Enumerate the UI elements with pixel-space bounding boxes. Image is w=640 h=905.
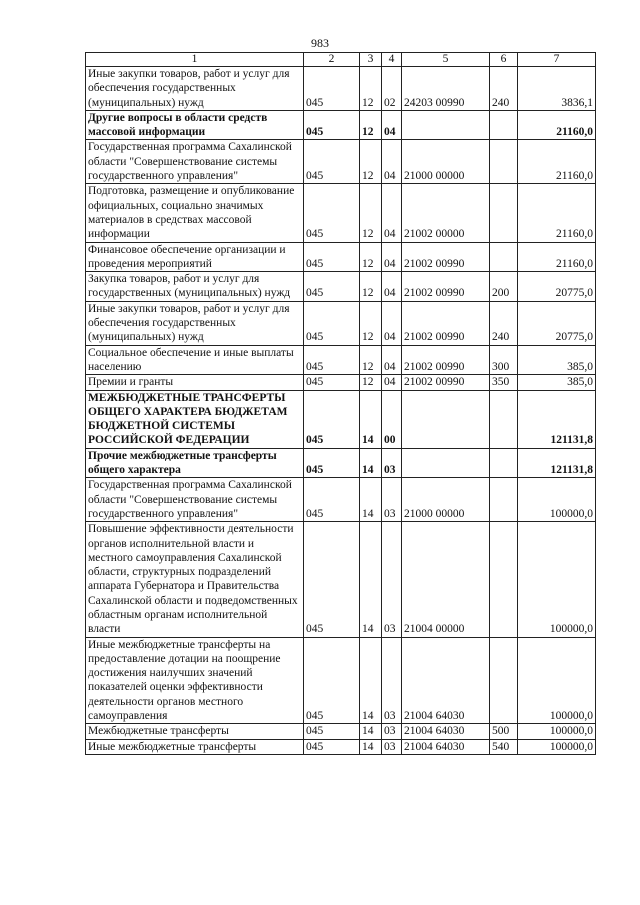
- row-target-code: 21000 00000: [402, 478, 490, 522]
- row-target-code: 21004 64030: [402, 724, 490, 739]
- table-row: [86, 242, 596, 272]
- table-row: [86, 478, 596, 522]
- row-ved-code: 045: [304, 390, 360, 448]
- row-subsection-code: 03: [382, 739, 402, 754]
- table-row: [86, 739, 596, 754]
- table-row: [86, 375, 596, 390]
- row-expense-type: 200: [490, 272, 518, 302]
- row-target-code: 21002 00990: [402, 375, 490, 390]
- row-expense-type: 500: [490, 724, 518, 739]
- row-ved-code: 045: [304, 242, 360, 272]
- row-section-code: 12: [360, 301, 382, 345]
- row-name: Закупка товаров, работ и услуг для государственных (муниципальных) нужд: [86, 272, 304, 302]
- table-row: [86, 390, 596, 448]
- row-section-code: 14: [360, 478, 382, 522]
- table-body: [86, 67, 596, 755]
- row-expense-type: 540: [490, 739, 518, 754]
- row-name: Государственная программа Сахалинской области "Совершенствование системы государственного управления": [86, 478, 304, 522]
- row-amount: 21160,0: [518, 110, 596, 140]
- row-section-code: 12: [360, 67, 382, 111]
- row-ved-code: 045: [304, 478, 360, 522]
- row-ved-code: 045: [304, 375, 360, 390]
- row-amount: 100000,0: [518, 739, 596, 754]
- column-header: 7: [518, 53, 596, 67]
- table-row: [86, 724, 596, 739]
- row-ved-code: 045: [304, 140, 360, 184]
- page-number: 983: [311, 36, 329, 50]
- row-section-code: 12: [360, 140, 382, 184]
- row-name: Иные закупки товаров, работ и услуг для обеспечения государственных (муниципальных) нужд: [86, 301, 304, 345]
- row-section-code: 12: [360, 375, 382, 390]
- column-header: 4: [382, 53, 402, 67]
- row-amount: 21160,0: [518, 242, 596, 272]
- row-ved-code: 045: [304, 345, 360, 375]
- row-amount: 121131,8: [518, 448, 596, 478]
- column-header: 5: [402, 53, 490, 67]
- row-expense-type: 350: [490, 375, 518, 390]
- row-subsection-code: 04: [382, 184, 402, 242]
- row-name: Социальное обеспечение и иные выплаты населению: [86, 345, 304, 375]
- row-target-code: 21002 00990: [402, 301, 490, 345]
- row-section-code: 12: [360, 110, 382, 140]
- table-row: [86, 184, 596, 242]
- row-ved-code: 045: [304, 110, 360, 140]
- row-amount: 121131,8: [518, 390, 596, 448]
- column-header: 6: [490, 53, 518, 67]
- table-row: [86, 448, 596, 478]
- row-ved-code: 045: [304, 272, 360, 302]
- row-expense-type: [490, 448, 518, 478]
- row-ved-code: 045: [304, 637, 360, 724]
- row-subsection-code: 04: [382, 345, 402, 375]
- row-target-code: [402, 390, 490, 448]
- row-name: Иные межбюджетные трансферты на предоставление дотации на поощрение достижения наилучших значений показателей оценки эффективности деятельности органов местного самоуправления: [86, 637, 304, 724]
- row-expense-type: [490, 637, 518, 724]
- row-subsection-code: 00: [382, 390, 402, 448]
- row-target-code: 21004 64030: [402, 637, 490, 724]
- row-expense-type: [490, 522, 518, 637]
- row-amount: 100000,0: [518, 522, 596, 637]
- row-name: Иные межбюджетные трансферты: [86, 739, 304, 754]
- row-section-code: 14: [360, 522, 382, 637]
- table-row: [86, 110, 596, 140]
- row-amount: 21160,0: [518, 140, 596, 184]
- row-target-code: 21004 64030: [402, 739, 490, 754]
- row-amount: 100000,0: [518, 637, 596, 724]
- row-target-code: 21002 00990: [402, 272, 490, 302]
- row-amount: 21160,0: [518, 184, 596, 242]
- row-ved-code: 045: [304, 184, 360, 242]
- row-subsection-code: 03: [382, 522, 402, 637]
- table-row: [86, 345, 596, 375]
- row-name: Межбюджетные трансферты: [86, 724, 304, 739]
- row-target-code: 21000 00000: [402, 140, 490, 184]
- row-target-code: [402, 110, 490, 140]
- row-amount: 3836,1: [518, 67, 596, 111]
- row-subsection-code: 02: [382, 67, 402, 111]
- row-subsection-code: 04: [382, 375, 402, 390]
- row-target-code: [402, 448, 490, 478]
- row-name: Прочие межбюджетные трансферты общего характера: [86, 448, 304, 478]
- row-expense-type: [490, 242, 518, 272]
- row-ved-code: 045: [304, 301, 360, 345]
- row-name: Иные закупки товаров, работ и услуг для обеспечения государственных (муниципальных) нужд: [86, 67, 304, 111]
- row-subsection-code: 04: [382, 140, 402, 184]
- table-row: [86, 67, 596, 111]
- column-header: 3: [360, 53, 382, 67]
- row-ved-code: 045: [304, 522, 360, 637]
- table-row: [86, 301, 596, 345]
- table-row: [86, 637, 596, 724]
- row-expense-type: [490, 184, 518, 242]
- row-expense-type: 240: [490, 67, 518, 111]
- row-subsection-code: 03: [382, 724, 402, 739]
- column-header: 1: [86, 53, 304, 67]
- row-target-code: 21002 00990: [402, 242, 490, 272]
- row-amount: 385,0: [518, 345, 596, 375]
- row-target-code: 24203 00990: [402, 67, 490, 111]
- row-subsection-code: 04: [382, 242, 402, 272]
- row-target-code: 21004 00000: [402, 522, 490, 637]
- row-section-code: 12: [360, 272, 382, 302]
- row-subsection-code: 03: [382, 448, 402, 478]
- budget-table: [85, 52, 596, 755]
- row-subsection-code: 03: [382, 478, 402, 522]
- row-subsection-code: 04: [382, 301, 402, 345]
- row-name: Повышение эффективности деятельности органов исполнительной власти и местного самоуправления Сахалинской области, структурных подразделений аппарата Губернатора и Правительства Сахалинской области и подведомственных областным органам исполнительной власти: [86, 522, 304, 637]
- row-ved-code: 045: [304, 67, 360, 111]
- row-expense-type: [490, 478, 518, 522]
- row-amount: 100000,0: [518, 724, 596, 739]
- row-section-code: 12: [360, 242, 382, 272]
- row-name: Подготовка, размещение и опубликование официальных, социально значимых материалов в средствах массовой информации: [86, 184, 304, 242]
- row-section-code: 14: [360, 448, 382, 478]
- row-ved-code: 045: [304, 724, 360, 739]
- row-name: Финансовое обеспечение организации и проведения мероприятий: [86, 242, 304, 272]
- row-expense-type: 300: [490, 345, 518, 375]
- column-number-row: [86, 53, 596, 67]
- table-row: [86, 522, 596, 637]
- row-amount: 20775,0: [518, 272, 596, 302]
- table-row: [86, 140, 596, 184]
- row-name: Государственная программа Сахалинской области "Совершенствование системы государственного управления": [86, 140, 304, 184]
- column-header: 2: [304, 53, 360, 67]
- row-subsection-code: 04: [382, 272, 402, 302]
- row-expense-type: [490, 140, 518, 184]
- row-section-code: 14: [360, 637, 382, 724]
- row-subsection-code: 03: [382, 637, 402, 724]
- row-section-code: 14: [360, 739, 382, 754]
- row-amount: 385,0: [518, 375, 596, 390]
- row-section-code: 14: [360, 724, 382, 739]
- table-row: [86, 272, 596, 302]
- row-ved-code: 045: [304, 448, 360, 478]
- row-section-code: 14: [360, 390, 382, 448]
- row-section-code: 12: [360, 345, 382, 375]
- row-name: Премии и гранты: [86, 375, 304, 390]
- row-section-code: 12: [360, 184, 382, 242]
- row-target-code: 21002 00990: [402, 345, 490, 375]
- row-amount: 20775,0: [518, 301, 596, 345]
- row-expense-type: [490, 110, 518, 140]
- row-name: Другие вопросы в области средств массовой информации: [86, 110, 304, 140]
- row-target-code: 21002 00000: [402, 184, 490, 242]
- row-amount: 100000,0: [518, 478, 596, 522]
- row-ved-code: 045: [304, 739, 360, 754]
- row-name: МЕЖБЮДЖЕТНЫЕ ТРАНСФЕРТЫ ОБЩЕГО ХАРАКТЕРА БЮДЖЕТАМ БЮДЖЕТНОЙ СИСТЕМЫ РОССИЙСКОЙ ФЕДЕРАЦИИ: [86, 390, 304, 448]
- row-subsection-code: 04: [382, 110, 402, 140]
- row-expense-type: [490, 390, 518, 448]
- row-expense-type: 240: [490, 301, 518, 345]
